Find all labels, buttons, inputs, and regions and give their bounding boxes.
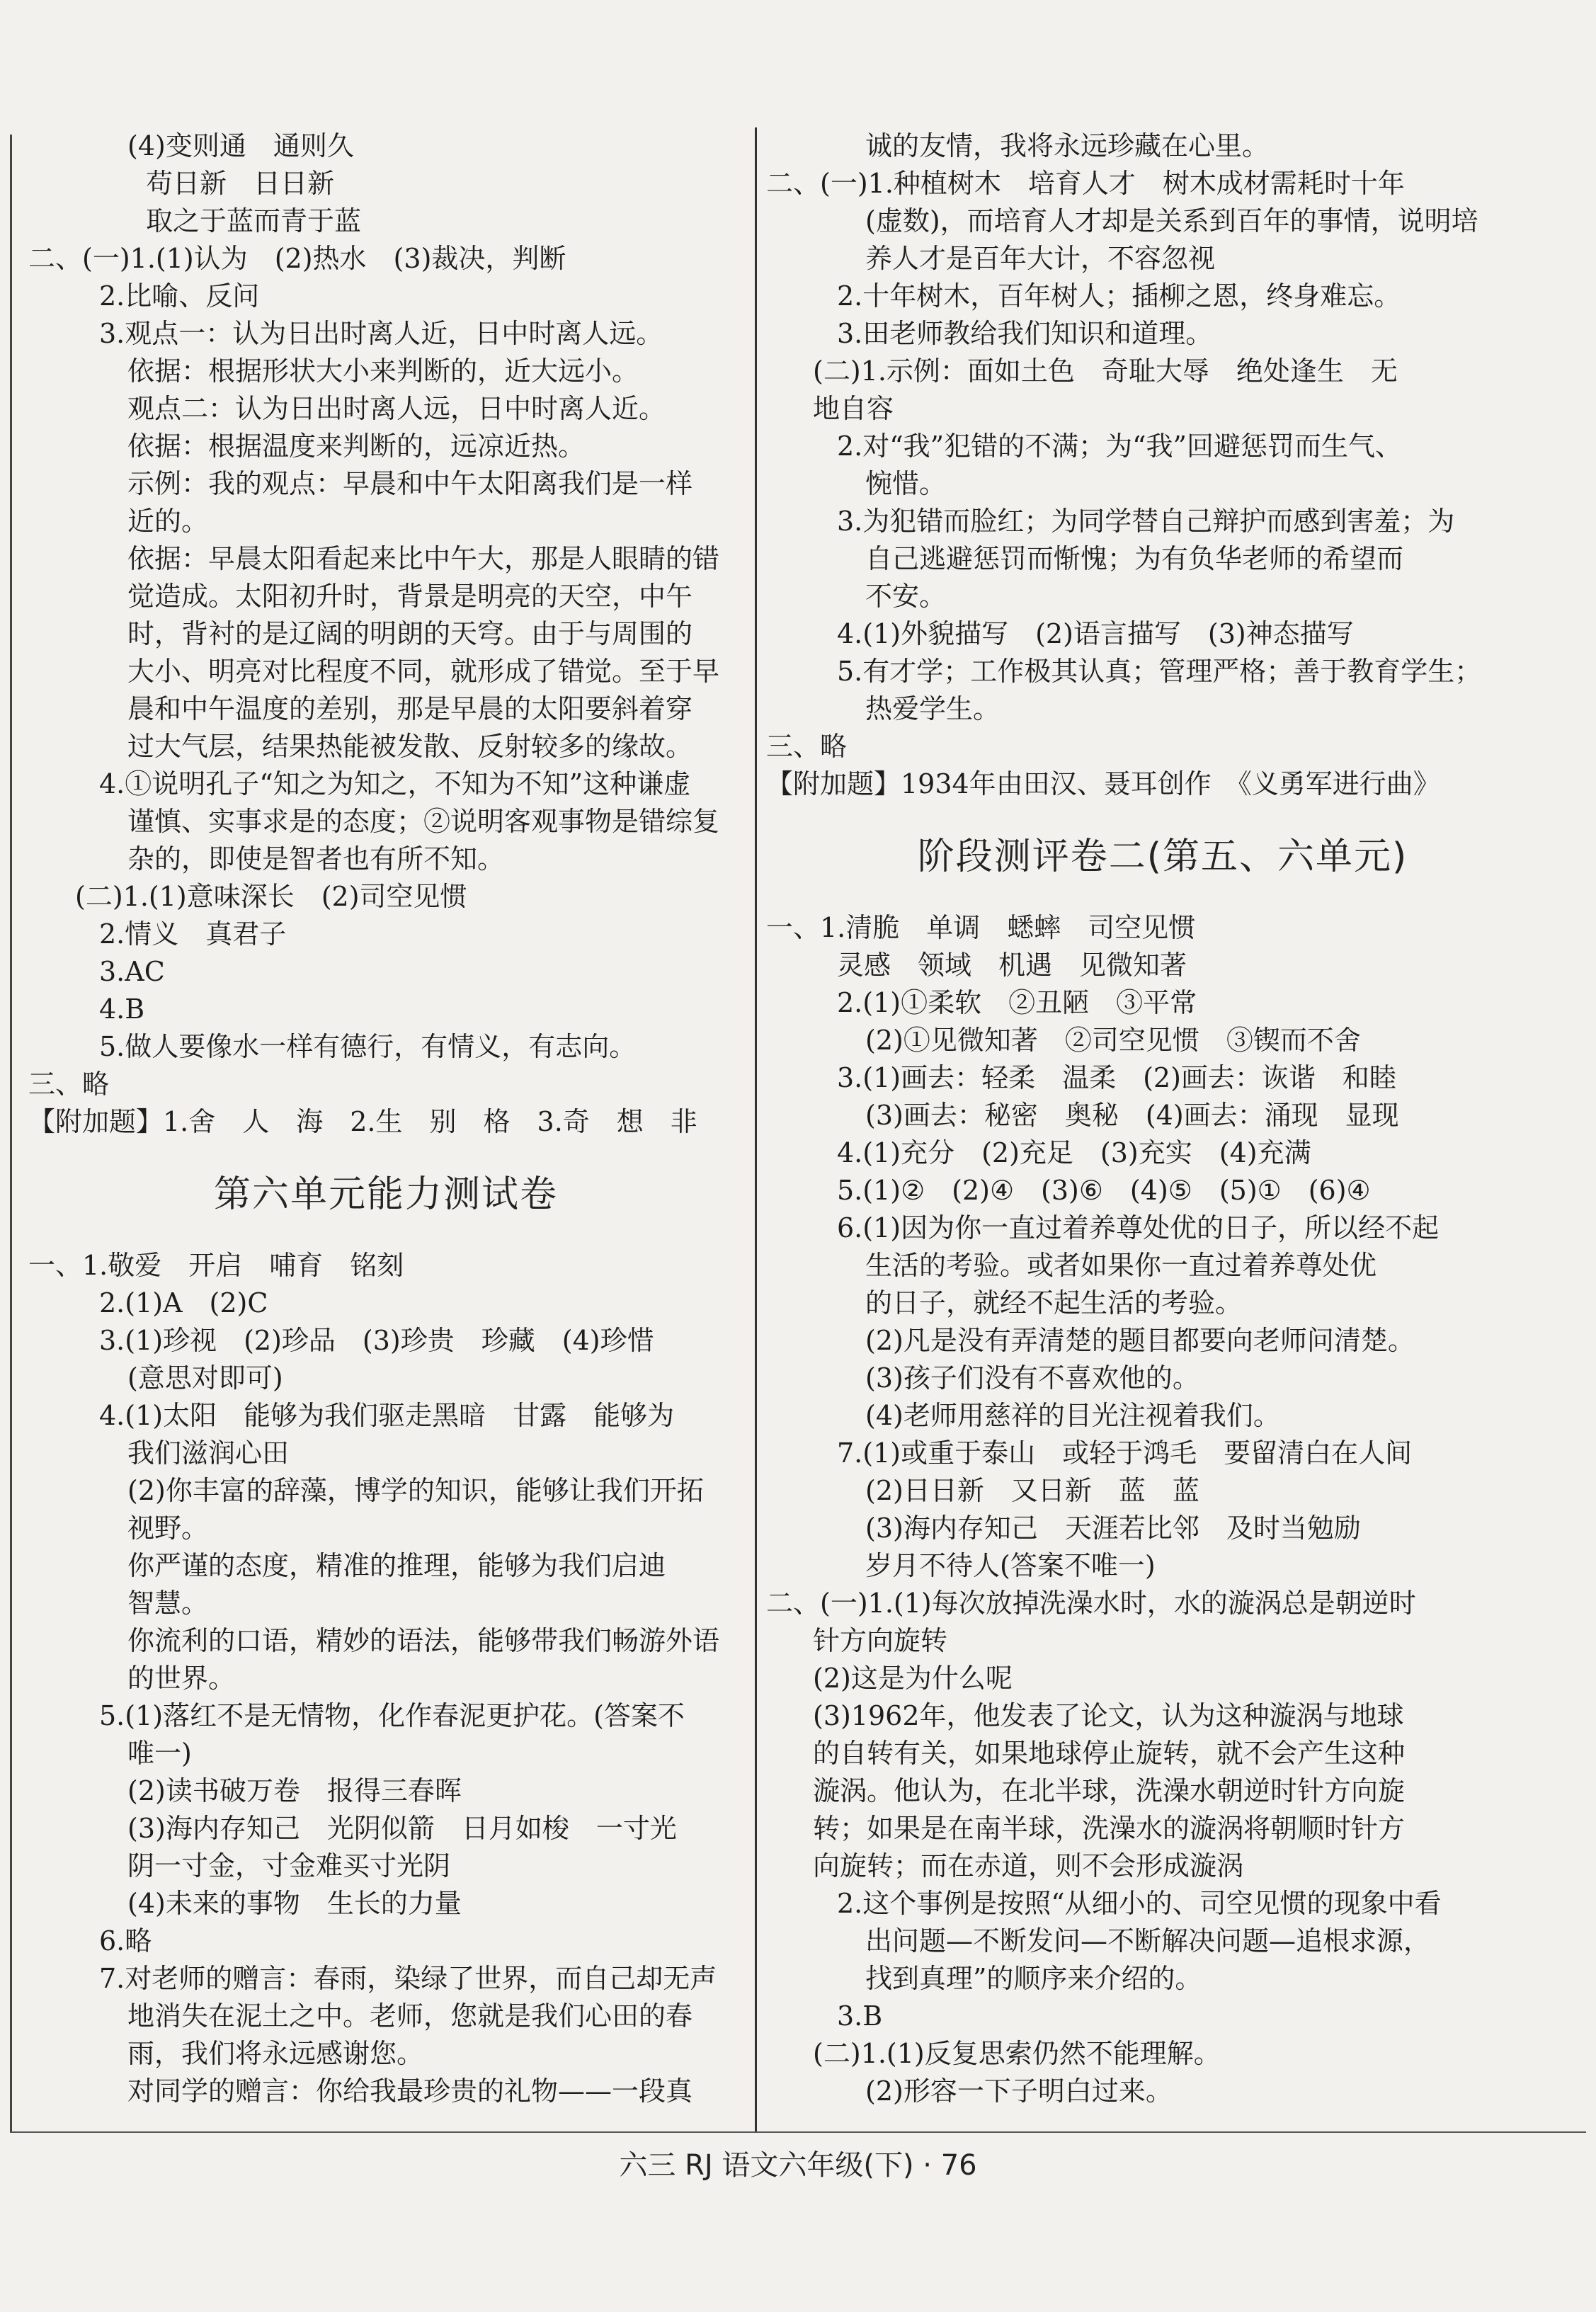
answer-line: 二、(一)1.(1)每次放掉洗澡水时，水的漩涡总是朝逆时 [766,1588,1416,1619]
answer-line: 近的。 [127,506,209,537]
left-top-answers [28,127,743,1141]
answer-line: 针方向旋转 [813,1625,948,1656]
answer-line: 5.(1)② (2)④ (3)⑥ (4)⑤ (5)① (6)④ [837,1175,1371,1206]
answer-line: 3.AC [99,956,165,987]
left-column [28,127,743,2110]
answer-line: 示例：我的观点：早晨和中午太阳离我们是一样 [127,468,693,499]
answer-line: 三、略 [766,731,848,762]
answer-line: 向旋转；而在赤道，则不会形成漩涡 [813,1850,1244,1881]
answer-line: 一、1.敬爱 开启 哺育 铭刻 [28,1250,404,1281]
answer-line: 6.(1)因为你一直过着养尊处优的日子，所以经不起 [837,1212,1440,1243]
answer-line: (4)老师用慈祥的目光注视着我们。 [865,1400,1280,1431]
answer-line: 依据：根据温度来判断的，远凉近热。 [127,431,586,462]
answer-line: 3.B [837,2000,883,2032]
left-bottom-answers [28,1247,743,2110]
answer-line: 漩涡。他认为，在北半球，洗澡水朝逆时针方向旋 [813,1775,1406,1806]
answer-line: 养人才是百年大计，不容忽视 [865,243,1216,274]
answer-line: 不安。 [865,581,947,612]
answer-line: 5.(1)落红不是无情物，化作春泥更护花。(答案不 [99,1700,685,1731]
answer-line: (3)海内存知己 光阴似箭 日月如梭 一寸光 [127,1813,677,1844]
answer-line: 4.B [99,993,145,1025]
right-column [766,127,1559,2110]
answer-line: (二)1.示例：面如土色 奇耻大辱 绝处逢生 无 [813,355,1398,387]
answer-line: (3)海内存知己 天涯若比邻 及时当勉励 [865,1513,1361,1544]
answer-line: 7.(1)或重于泰山 或轻于鸿毛 要留清白在人间 [837,1437,1413,1469]
answer-line: (3)画去：秘密 奥秘 (4)画去：涌现 显现 [865,1100,1399,1131]
answer-line: 5.做人要像水一样有德行，有情义，有志向。 [99,1031,637,1062]
answer-line: 地自容 [813,393,894,424]
answer-line: 2.(1)A (2)C [99,1287,268,1319]
answer-line: 晨和中午温度的差别，那是早晨的太阳要斜着穿 [127,693,693,724]
answer-line: (2)你丰富的辞藻，博学的知识，能够让我们开拓 [127,1475,704,1506]
answer-line: 二、(一)1.种植树木 培育人才 树木成材需耗时十年 [766,168,1405,199]
answer-line: 观点二：认为日出时离人远，日中时离人近。 [127,393,666,424]
answer-line: 你流利的口语，精妙的语法，能够带我们畅游外语 [127,1625,720,1656]
footer-rule [10,2131,1586,2133]
answer-line: 依据：根据形状大小来判断的，近大远小。 [127,355,639,387]
answer-line: (4)未来的事物 生长的力量 [127,1888,462,1919]
answer-line: (意思对即可) [127,1362,283,1394]
answer-line: (3)孩子们没有不喜欢他的。 [865,1362,1199,1394]
answer-line: (4)变则通 通则久 [127,130,354,161]
answer-line: 觉造成。太阳初升时，背景是明亮的天空，中午 [127,581,693,612]
section-title-stage-test-2: 阶段测评卷二(第五、六单元) [917,836,1408,878]
answer-line: 依据：早晨太阳看起来比中午大，那是人眼睛的错 [127,543,720,574]
right-bottom-answers [766,909,1559,2110]
answer-line: 大小、明亮对比程度不同，就形成了错觉。至于早 [127,656,720,687]
answer-line: 6.略 [99,1925,152,1957]
answer-line: 4.(1)太阳 能够为我们驱走黑暗 甘露 能够为 [99,1400,675,1431]
answer-line: 对同学的赠言：你给我最珍贵的礼物——一段真 [127,2075,693,2107]
answer-line: (2)日日新 又日新 蓝 蓝 [865,1475,1199,1506]
answer-line: 7.对老师的赠言：春雨，染绿了世界，而自己却无声 [99,1963,717,1994]
answer-line: 2.比喻、反问 [99,280,260,312]
column-divider [755,127,757,2131]
section-title-unit6: 第六单元能力测试卷 [213,1173,558,1216]
answer-line: 2.十年树木，百年树人；插柳之恩，终身难忘。 [837,280,1401,312]
answer-line: 的世界。 [127,1663,236,1694]
answer-line: 取之于蓝而青于蓝 [146,205,362,237]
answer-line: 2.对“我”犯错的不满；为“我”回避惩罚而生气、 [837,431,1402,462]
answer-line: 杂的，即使是智者也有所不知。 [127,843,505,875]
answer-line: 4.①说明孔子“知之为知之，不知为不知”这种谦虚 [99,768,691,799]
answer-line: 自己逃避惩罚而惭愧；为有负华老师的希望而 [865,543,1404,574]
page-footer: 六三 RJ 语文六年级(下) · 76 [619,2149,977,2182]
answer-line: 二、(一)1.(1)认为 (2)热水 (3)裁决，判断 [28,243,566,274]
answer-line: 5.有才学；工作极其认真；管理严格；善于教育学生； [837,656,1482,687]
answer-line: 2.(1)①柔软 ②丑陋 ③平常 [837,987,1197,1018]
answer-line: 惋惜。 [865,468,947,499]
answer-line: 的日子，就经不起生活的考验。 [865,1287,1243,1319]
answer-line: 热爱学生。 [865,693,1001,724]
answer-line: 2.这个事例是按照“从细小的、司空见惯的现象中看 [837,1888,1442,1919]
answer-line: 阴一寸金，寸金难买寸光阴 [127,1850,451,1881]
answer-line: 过大气层，结果热能被发散、反射较多的缘故。 [127,731,693,762]
answer-line: 生活的考验。或者如果你一直过着养尊处优 [865,1250,1377,1281]
answer-line: 三、略 [28,1069,110,1100]
answer-line: 3.为犯错而脸红；为同学替自己辩护而感到害羞；为 [837,506,1455,537]
answer-line: (2)形容一下子明白过来。 [865,2075,1173,2107]
answer-line: 4.(1)充分 (2)充足 (3)充实 (4)充满 [837,1137,1311,1168]
answer-line: 4.(1)外貌描写 (2)语言描写 (3)神态描写 [837,618,1354,649]
answer-line: (2)读书破万卷 报得三春晖 [127,1775,462,1806]
answer-line: 3.(1)画去：轻柔 温柔 (2)画去：诙谐 和睦 [837,1062,1396,1093]
answer-line: (3)1962年，他发表了论文，认为这种漩涡与地球 [813,1700,1404,1731]
answer-line: 视野。 [127,1513,209,1544]
answer-line: 我们滋润心田 [127,1437,290,1469]
answer-line: 诚的友情，我将永远珍藏在心里。 [865,130,1270,161]
answer-line: 你严谨的态度，精准的推理，能够为我们启迪 [127,1550,666,1581]
right-top-answers [766,127,1559,803]
answer-line: (虚数)，而培育人才却是关系到百年的事情，说明培 [865,205,1478,237]
answer-line: 苟日新 日日新 [146,168,335,199]
answer-line: (二)1.(1)反复思索仍然不能理解。 [813,2038,1221,2069]
answer-line: 2.情义 真君子 [99,918,287,950]
answer-line: 找到真理”的顺序来介绍的。 [865,1963,1202,1994]
answer-line: 时，背衬的是辽阔的明朗的天穹。由于与周围的 [127,618,693,649]
answer-line: (2)①见微知著 ②司空见惯 ③锲而不舍 [865,1025,1361,1056]
answer-line: 雨，我们将永远感谢您。 [127,2038,424,2069]
answer-line: 出问题—不断发问—不断解决问题—追根求源， [865,1925,1431,1957]
answer-line: 3.田老师教给我们知识和道理。 [837,318,1213,349]
answer-line: 3.(1)珍视 (2)珍品 (3)珍贵 珍藏 (4)珍惜 [99,1325,654,1356]
answer-line: 【附加题】1934年由田汉、聂耳创作 《义勇军进行曲》 [766,768,1440,799]
answer-line: 地消失在泥土之中。老师，您就是我们心田的春 [127,2000,693,2032]
left-margin-rule [10,135,12,2131]
answer-line: (二)1.(1)意味深长 (2)司空见惯 [75,881,467,912]
answer-line: (2)凡是没有弄清楚的题目都要向老师问清楚。 [865,1325,1415,1356]
answer-line: 唯一) [127,1738,192,1769]
answer-line: 谨慎、实事求是的态度；②说明客观事物是错综复 [127,806,720,837]
answer-line: 【附加题】1.舍 人 海 2.生 别 格 3.奇 想 非 [28,1106,697,1137]
answer-line: (2)这是为什么呢 [813,1663,1013,1694]
answer-line: 转；如果是在南半球，洗澡水的漩涡将朝顺时针方 [813,1813,1406,1844]
answer-line: 灵感 领域 机遇 见微知著 [837,950,1187,981]
answer-line: 智慧。 [127,1588,209,1619]
answer-line: 岁月不待人(答案不唯一) [865,1550,1156,1581]
answer-line: 的自转有关，如果地球停止旋转，就不会产生这种 [813,1738,1406,1769]
answer-line: 3.观点一：认为日出时离人近，日中时离人远。 [99,318,663,349]
answer-line: 一、1.清脆 单调 蟋蟀 司空见惯 [766,912,1196,943]
